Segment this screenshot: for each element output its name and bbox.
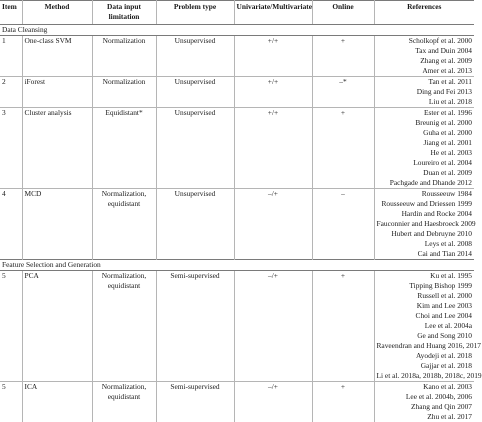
cell-reference: Scholkopf et al. 2000 bbox=[374, 36, 474, 47]
cell-reference: Gajjar et al. 2018 bbox=[374, 361, 474, 371]
table-row bbox=[0, 189, 474, 200]
cell-online: – bbox=[312, 189, 374, 260]
cell-reference: Raveendran and Huang 2016, 2017 bbox=[374, 341, 474, 351]
cell-limitation: Normalization, equidistant bbox=[92, 382, 156, 422]
cell-method: MCD bbox=[22, 189, 92, 260]
cell-reference: Ayodeji et al. 2018 bbox=[374, 351, 474, 361]
cell-reference: Leys et al. 2008 bbox=[374, 239, 474, 249]
cell-reference: Li et al. 2018a, 2018b, 2018c, 2019 bbox=[374, 371, 474, 382]
cell-online: + bbox=[312, 271, 374, 382]
table-body bbox=[0, 25, 474, 422]
cell-univariate-multivariate: +/+ bbox=[234, 36, 312, 77]
cell-reference: Zhu et al. 2017 bbox=[374, 412, 474, 422]
cell-item: 4 bbox=[0, 189, 22, 260]
section-row bbox=[0, 25, 474, 36]
cell-limitation: Normalization, equidistant bbox=[92, 189, 156, 260]
table-row bbox=[0, 108, 474, 119]
cell-univariate-multivariate: +/+ bbox=[234, 77, 312, 108]
header-item: Item bbox=[0, 1, 22, 25]
section-title: Data Cleansing bbox=[0, 25, 474, 36]
cell-reference: Loureiro et al. 2004 bbox=[374, 158, 474, 168]
cell-online: –* bbox=[312, 77, 374, 108]
cell-reference: Lee et al. 2004a bbox=[374, 321, 474, 331]
cell-reference: Fauconnier and Haesbroeck 2009 bbox=[374, 219, 474, 229]
cell-item: 1 bbox=[0, 36, 22, 77]
table-row bbox=[0, 36, 474, 47]
cell-univariate-multivariate: –/+ bbox=[234, 382, 312, 422]
cell-item: 3 bbox=[0, 108, 22, 189]
cell-univariate-multivariate: –/+ bbox=[234, 271, 312, 382]
header-references: References bbox=[374, 1, 474, 25]
table-row bbox=[0, 382, 474, 393]
cell-reference: Duan et al. 2009 bbox=[374, 168, 474, 178]
cell-reference: Hardin and Rocke 2004 bbox=[374, 209, 474, 219]
cell-reference: Rousseeuw and Driessen 1999 bbox=[374, 199, 474, 209]
cell-online: + bbox=[312, 382, 374, 422]
cell-limitation: Equidistant* bbox=[92, 108, 156, 189]
cell-reference: Jiang et al. 2001 bbox=[374, 138, 474, 148]
cell-limitation: Normalization, equidistant bbox=[92, 271, 156, 382]
cell-reference: Zhang and Qin 2007 bbox=[374, 402, 474, 412]
header-method: Method bbox=[22, 1, 92, 25]
cell-reference: Rousseeuw 1984 bbox=[374, 189, 474, 200]
cell-problem-type: Unsupervised bbox=[156, 36, 234, 77]
cell-method: Cluster analysis bbox=[22, 108, 92, 189]
cell-reference: Ku et al. 1995 bbox=[374, 271, 474, 282]
cell-reference: Lee et al. 2004b, 2006 bbox=[374, 392, 474, 402]
cell-reference: Liu et al. 2018 bbox=[374, 97, 474, 108]
cell-online: + bbox=[312, 108, 374, 189]
cell-univariate-multivariate: –/+ bbox=[234, 189, 312, 260]
cell-reference: Zhang et al. 2009 bbox=[374, 56, 474, 66]
cell-reference: Cai and Tian 2014 bbox=[374, 249, 474, 260]
cell-reference: Amer et al. 2013 bbox=[374, 66, 474, 77]
cell-problem-type: Semi-supervised bbox=[156, 382, 234, 422]
cell-problem-type: Unsupervised bbox=[156, 108, 234, 189]
cell-method: One-class SVM bbox=[22, 36, 92, 77]
cell-reference: Pachgade and Dhande 2012 bbox=[374, 178, 474, 189]
cell-limitation: Normalization bbox=[92, 36, 156, 77]
cell-reference: Tipping Bishop 1999 bbox=[374, 281, 474, 291]
cell-univariate-multivariate: +/+ bbox=[234, 108, 312, 189]
cell-item: 5 bbox=[0, 271, 22, 382]
cell-reference: He et al. 2003 bbox=[374, 148, 474, 158]
cell-reference: Choi and Lee 2004 bbox=[374, 311, 474, 321]
header-problem-type: Problem type bbox=[156, 1, 234, 25]
cell-reference: Tax and Duin 2004 bbox=[374, 46, 474, 56]
cell-reference: Hubert and Debruyne 2010 bbox=[374, 229, 474, 239]
table-row bbox=[0, 271, 474, 282]
cell-method: ICA bbox=[22, 382, 92, 422]
cell-reference: Guha et al. 2000 bbox=[374, 128, 474, 138]
cell-item: 5 bbox=[0, 382, 22, 422]
cell-reference: Ester et al. 1996 bbox=[374, 108, 474, 119]
cell-reference: Kano et al. 2003 bbox=[374, 382, 474, 393]
cell-reference: Kim and Lee 2003 bbox=[374, 301, 474, 311]
cell-reference: Ge and Song 2010 bbox=[374, 331, 474, 341]
section-row bbox=[0, 260, 474, 271]
cell-method: PCA bbox=[22, 271, 92, 382]
cell-method: iForest bbox=[22, 77, 92, 108]
cell-reference: Breunig et al. 2000 bbox=[374, 118, 474, 128]
cell-problem-type: Unsupervised bbox=[156, 77, 234, 108]
table-row bbox=[0, 77, 474, 88]
cell-online: + bbox=[312, 36, 374, 77]
cell-reference: Russell et al. 2000 bbox=[374, 291, 474, 301]
header-limitation: Data input limitation bbox=[92, 1, 156, 25]
header-online: Online bbox=[312, 1, 374, 25]
section-title: Feature Selection and Generation bbox=[0, 260, 474, 271]
cell-item: 2 bbox=[0, 77, 22, 108]
table-header-row bbox=[0, 1, 474, 25]
cell-problem-type: Unsupervised bbox=[156, 189, 234, 260]
cell-problem-type: Semi-supervised bbox=[156, 271, 234, 382]
cell-limitation: Normalization bbox=[92, 77, 156, 108]
cell-reference: Ding and Fei 2013 bbox=[374, 87, 474, 97]
header-univariate-multivariate: Univariate/Multivariate bbox=[234, 1, 312, 25]
cell-reference: Tan et al. 2011 bbox=[374, 77, 474, 88]
